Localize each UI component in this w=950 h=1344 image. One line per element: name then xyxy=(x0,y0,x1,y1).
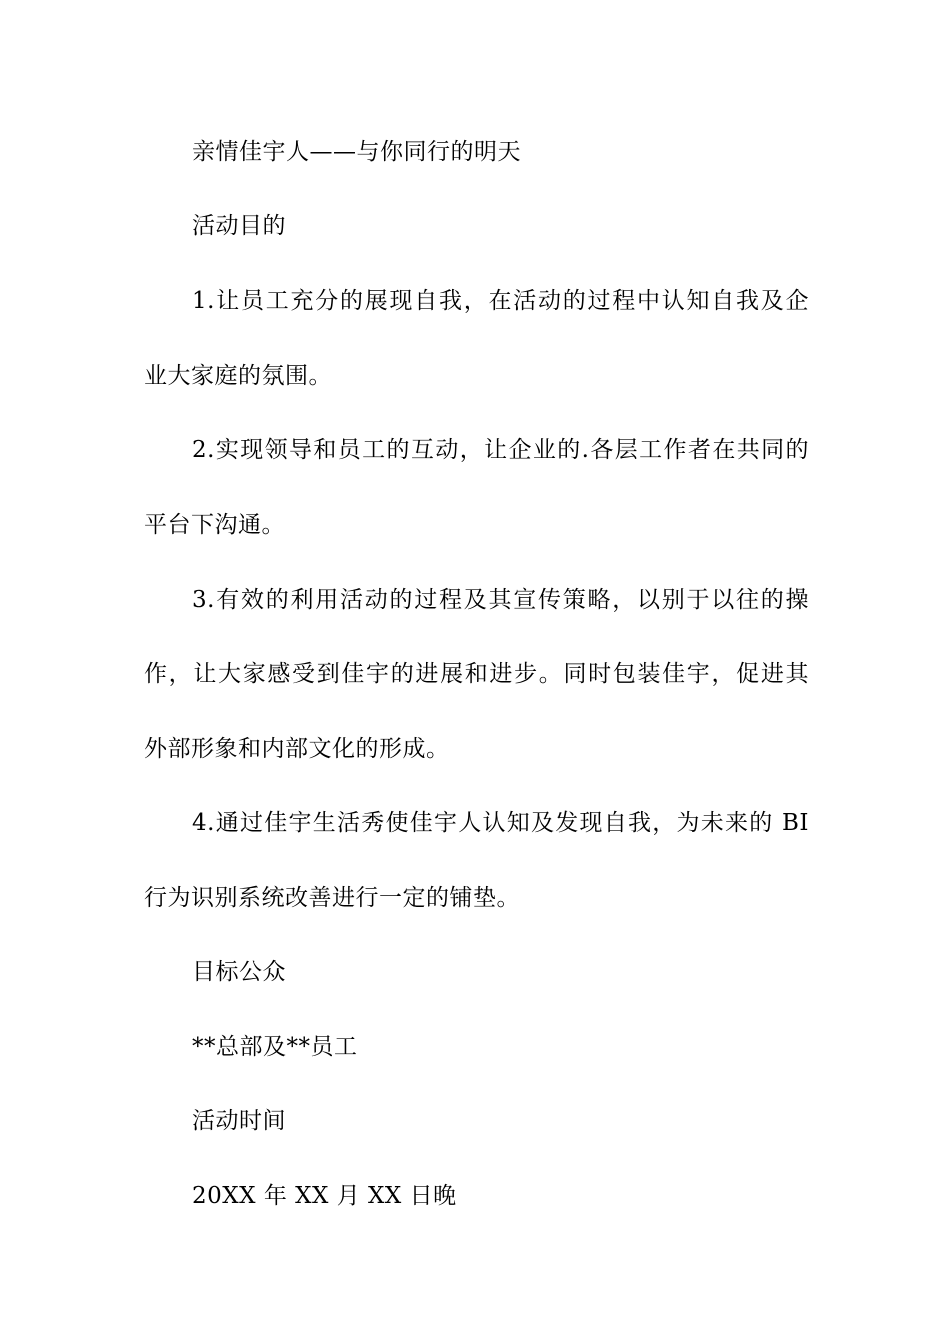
purpose-item-4-line-2: 行为识别系统改善进行一定的铺垫。 xyxy=(144,885,520,911)
purpose-item-3-line-1: 3.有效的利用活动的过程及其宣传策略，以别于以往的操 xyxy=(192,587,809,613)
purpose-item-4-line-1: 4.通过佳宇生活秀使佳宇人认知及发现自我，为未来的 BI xyxy=(192,810,809,836)
purpose-item-1-line-1: 1.让员工充分的展现自我，在活动的过程中认知自我及企 xyxy=(192,288,809,314)
section-heading-purpose: 活动目的 xyxy=(192,213,286,239)
audience-text: **总部及**员工 xyxy=(192,1034,358,1060)
time-text: 20XX 年 XX 月 XX 日晚 xyxy=(192,1183,457,1209)
section-heading-audience: 目标公众 xyxy=(192,959,286,985)
section-heading-time: 活动时间 xyxy=(192,1108,286,1134)
purpose-item-3-line-2: 作，让大家感受到佳宇的进展和进步。同时包装佳宇，促进其 xyxy=(144,661,809,687)
document-title: 亲情佳宇人——与你同行的明天 xyxy=(192,139,521,165)
purpose-item-3-line-3: 外部形象和内部文化的形成。 xyxy=(144,736,450,762)
purpose-item-2-line-2: 平台下沟通。 xyxy=(144,512,285,538)
purpose-item-2-line-1: 2.实现领导和员工的互动，让企业的.各层工作者在共同的 xyxy=(192,437,809,463)
purpose-item-1-line-2: 业大家庭的氛围。 xyxy=(144,363,332,389)
